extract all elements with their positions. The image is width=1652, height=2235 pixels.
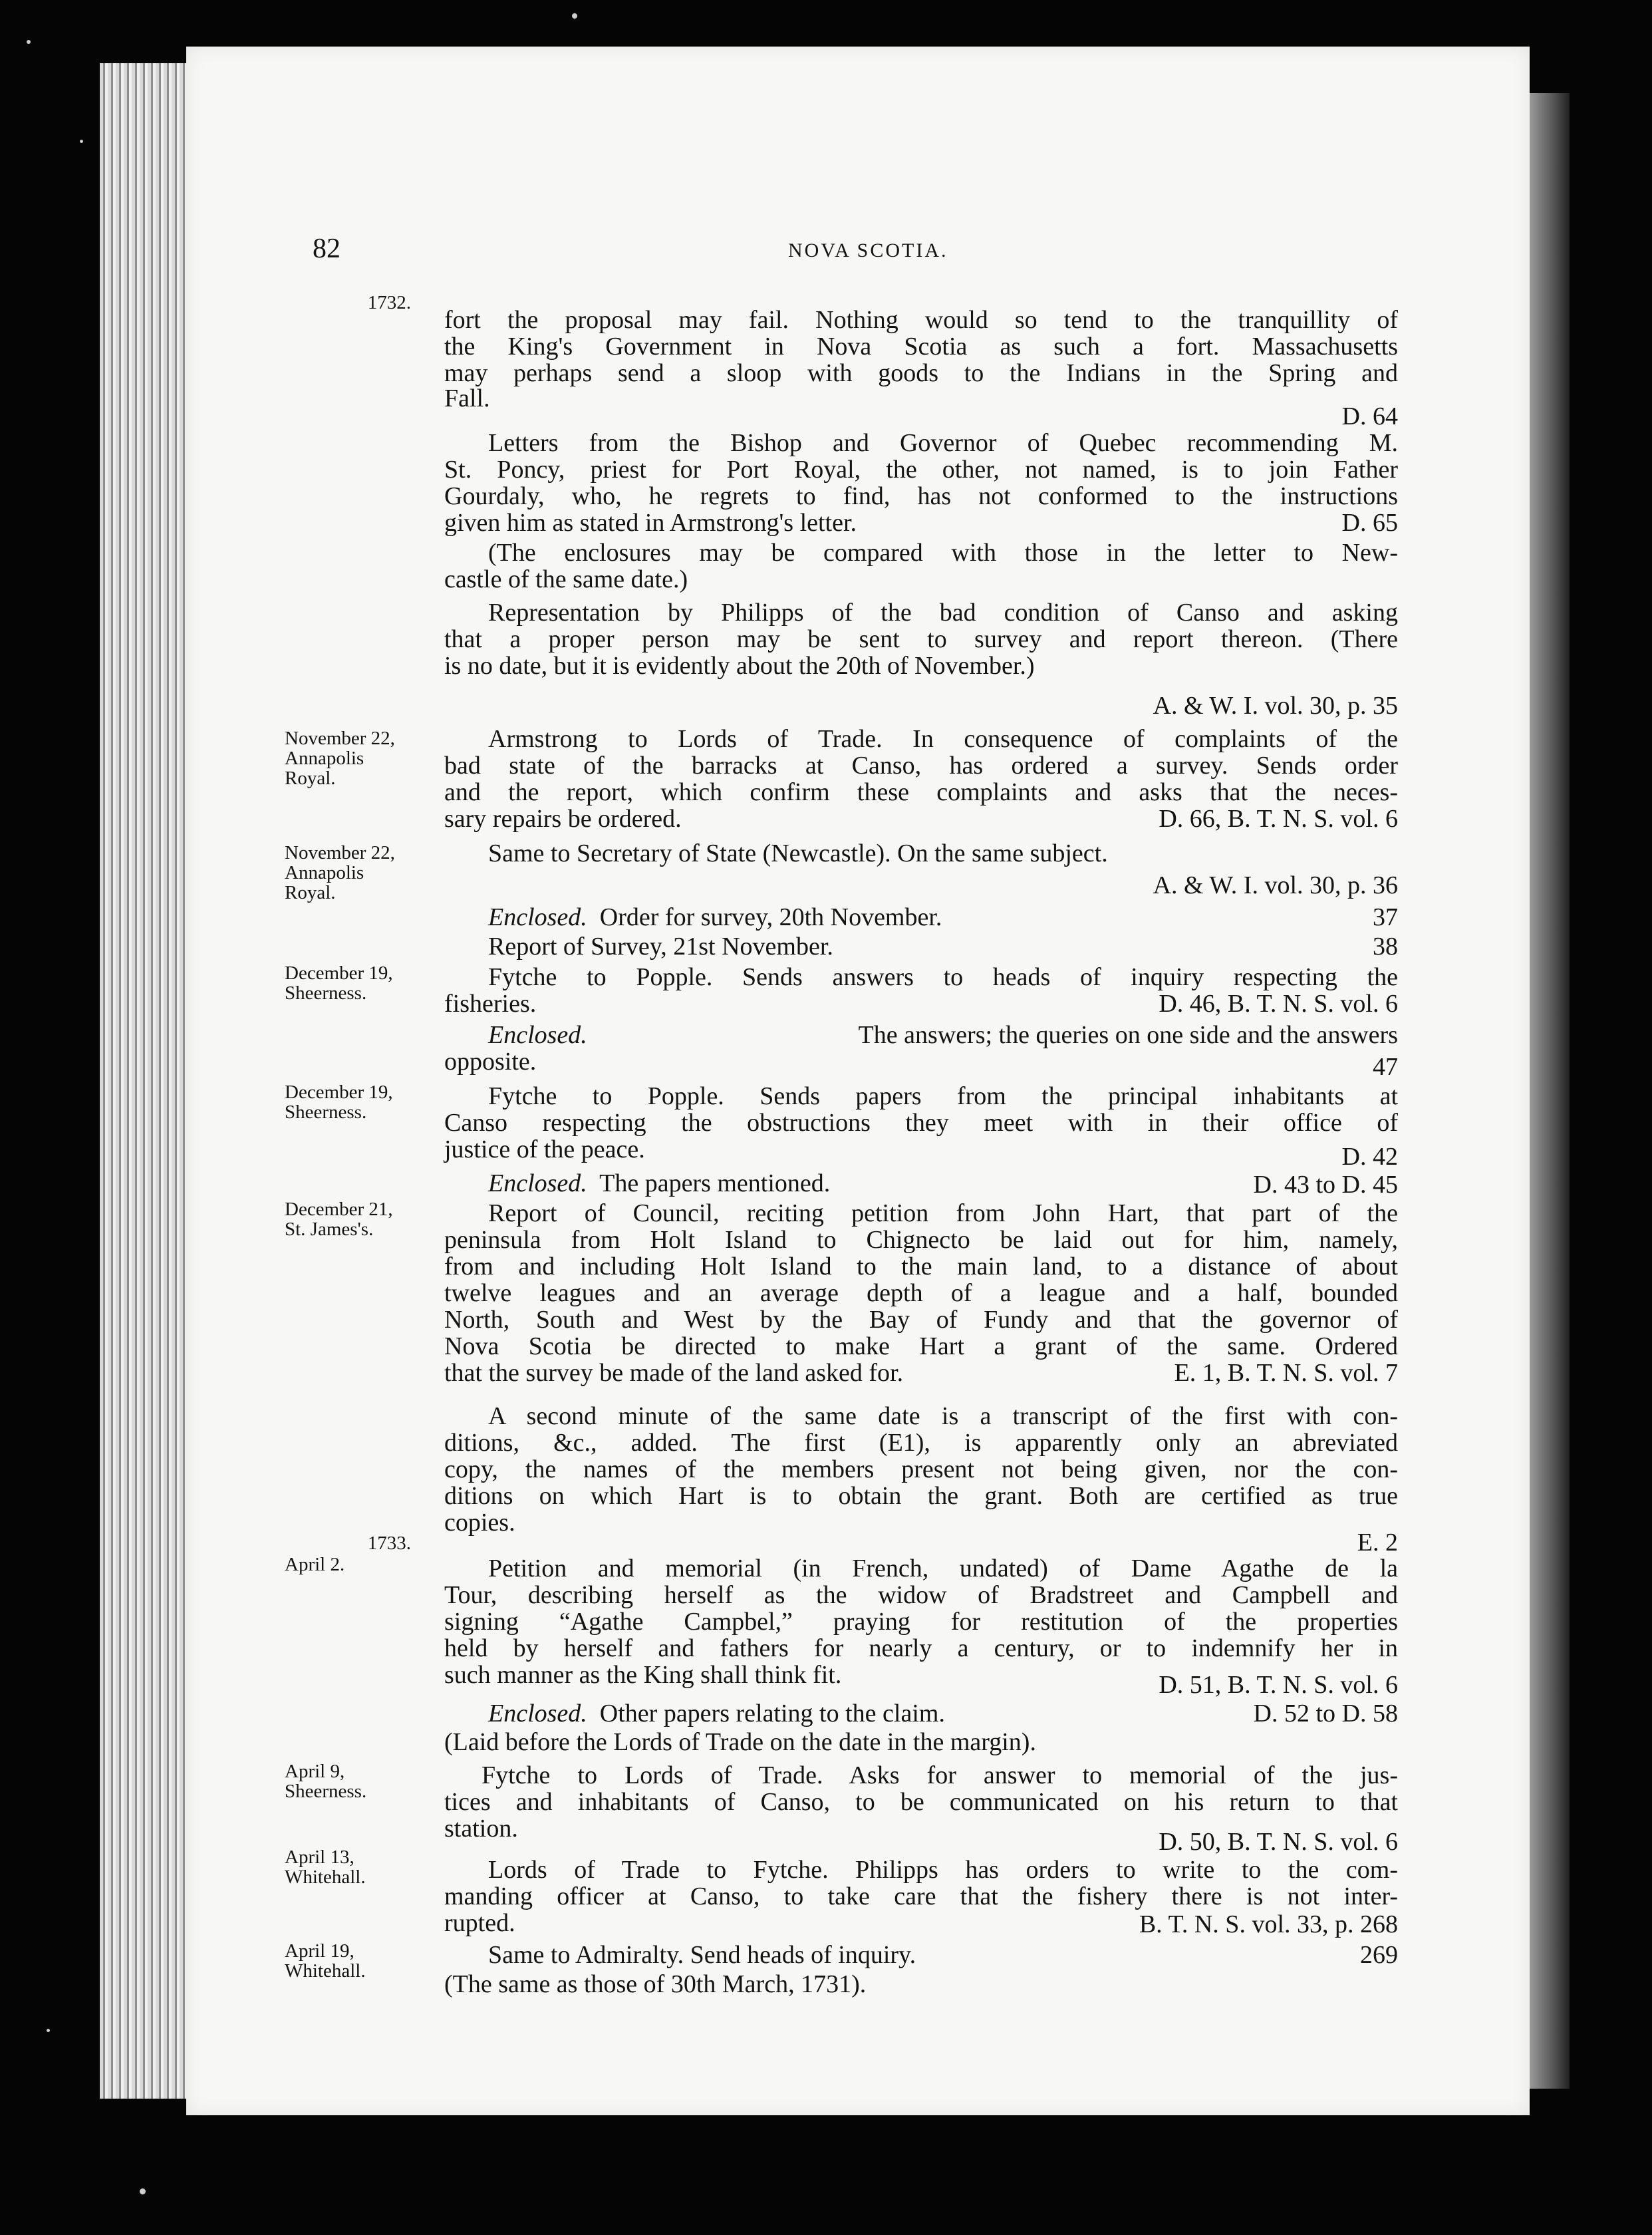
enclosed-label: Enclosed. bbox=[488, 903, 587, 931]
text-line: held by herself and fathers for nearly a century, or to indemnify her in bbox=[444, 1634, 1398, 1662]
reference: D. 46, B. T. N. S. vol. 6 bbox=[1159, 990, 1398, 1018]
text-line: copies. bbox=[444, 1509, 515, 1537]
reference: D. 64 bbox=[1341, 402, 1398, 430]
text-line: Enclosed. Order for survey, 20th November. bbox=[488, 903, 942, 931]
text-line: and the report, which confirm these complaints and asks that the neces- bbox=[444, 778, 1398, 806]
margin-date: April 9, Sheerness. bbox=[285, 1761, 367, 1802]
margin-date: December 21, St. James's. bbox=[285, 1199, 393, 1240]
text-line: fort the proposal may fail. Nothing would so tend to the tranquillity of bbox=[444, 306, 1398, 334]
text-line: Fytche to Lords of Trade. Asks for answer to memorial of the jus- bbox=[482, 1761, 1398, 1789]
text-line: Enclosed. The answers; the queries on one side and the answers bbox=[488, 1021, 1398, 1049]
text-line: from and including Holt Island to the main land, to a distance of about bbox=[444, 1253, 1398, 1280]
text-line: Canso respecting the obstructions they meet with in their office of bbox=[444, 1109, 1398, 1137]
margin-date: April 2. bbox=[285, 1554, 345, 1575]
scan-speck bbox=[80, 140, 83, 143]
scan-speck bbox=[47, 2029, 50, 2032]
running-header bbox=[313, 233, 1410, 273]
reference: 37 bbox=[1373, 903, 1398, 931]
reference: D. 65 bbox=[1341, 509, 1398, 537]
reference: A. & W. I. vol. 30, p. 36 bbox=[1153, 871, 1398, 899]
text-line: Nova Scotia be directed to make Hart a grant of the same. Ordered bbox=[444, 1332, 1398, 1360]
text-line: castle of the same date.) bbox=[444, 565, 688, 593]
margin-date: April 13, Whitehall. bbox=[285, 1847, 366, 1888]
text-line: copy, the names of the members present not being given, nor the con- bbox=[444, 1455, 1398, 1483]
text-line: Letters from the Bishop and Governor of Quebec recommending M. bbox=[488, 429, 1398, 457]
text-line: peninsula from Holt Island to Chignecto be laid out for him, namely, bbox=[444, 1226, 1398, 1254]
running-title: NOVA SCOTIA. bbox=[788, 239, 948, 261]
text-line: Same to Secretary of State (Newcastle). On the same subject. bbox=[488, 839, 1108, 867]
text-line: Armstrong to Lords of Trade. In consequence of complaints of the bbox=[488, 725, 1398, 753]
text-line: ditions on which Hart is to obtain the grant. Both are certified as true bbox=[444, 1482, 1398, 1510]
reference: D. 43 to D. 45 bbox=[1253, 1171, 1398, 1199]
scan-speck bbox=[140, 2188, 146, 2194]
text-line: (Laid before the Lords of Trade on the date in the margin). bbox=[444, 1728, 1036, 1756]
margin-date: November 22, Annapolis Royal. bbox=[285, 842, 395, 903]
margin-date: December 19, Sheerness. bbox=[285, 963, 393, 1004]
text-line: the King's Government in Nova Scotia as such a fort. Massachusetts bbox=[444, 333, 1398, 361]
text-line: Lords of Trade to Fytche. Philipps has orders to write to the com- bbox=[488, 1856, 1398, 1884]
text-line: ditions, &c., added. The first (E1), is apparently only an abreviated bbox=[444, 1429, 1398, 1457]
text-line: bad state of the barracks at Canso, has ordered a survey. Sends order bbox=[444, 752, 1398, 780]
scan-speck bbox=[27, 40, 31, 44]
reference: E. 2 bbox=[1357, 1529, 1398, 1557]
reference: D. 42 bbox=[1341, 1143, 1398, 1171]
page-number: 82 bbox=[313, 233, 341, 264]
text-line: Tour, describing herself as the widow of Bradstreet and Campbell and bbox=[444, 1581, 1398, 1609]
text-line: Fytche to Popple. Sends answers to heads of inquiry respecting the bbox=[488, 963, 1398, 991]
reference: D. 52 to D. 58 bbox=[1253, 1700, 1398, 1727]
reference: B. T. N. S. vol. 33, p. 268 bbox=[1139, 1910, 1398, 1938]
text-line: opposite. bbox=[444, 1048, 537, 1076]
reference: 47 bbox=[1373, 1053, 1398, 1081]
scan-speck bbox=[572, 13, 577, 19]
text-line: Representation by Philipps of the bad condition of Canso and asking bbox=[488, 599, 1398, 627]
text-line: A second minute of the same date is a transcript of the first with con- bbox=[488, 1402, 1398, 1430]
text-line: tices and inhabitants of Canso, to be communicated on his return to that bbox=[444, 1788, 1398, 1816]
reference: 38 bbox=[1373, 933, 1398, 961]
book-page-edges bbox=[100, 63, 193, 2099]
text-line: twelve leagues and an average depth of a league and a half, bounded bbox=[444, 1279, 1398, 1307]
text-line: that the survey be made of the land asked for. bbox=[444, 1359, 904, 1387]
text-line: Fytche to Popple. Sends papers from the principal inhabitants at bbox=[488, 1082, 1398, 1110]
text-line: Petition and memorial (in French, undated) of Dame Agathe de la bbox=[488, 1555, 1398, 1582]
text-line: Report of Council, reciting petition from John Hart, that part of the bbox=[488, 1199, 1398, 1227]
reference: A. & W. I. vol. 30, p. 35 bbox=[1153, 692, 1398, 720]
text-line: may perhaps send a sloop with goods to the Indians in the Spring and bbox=[444, 359, 1398, 387]
text-line: signing “Agathe Campbel,” praying for restitution of the properties bbox=[444, 1608, 1398, 1636]
reference: D. 50, B. T. N. S. vol. 6 bbox=[1159, 1828, 1398, 1856]
reference: 269 bbox=[1360, 1941, 1398, 1969]
text-line: given him as stated in Armstrong's letter. bbox=[444, 509, 857, 537]
text-line: that a proper person may be sent to survey and report thereon. (There bbox=[444, 625, 1398, 653]
text-line: North, South and West by the Bay of Fundy and that the governor of bbox=[444, 1306, 1398, 1334]
text-line: (The enclosures may be compared with those in the letter to New- bbox=[488, 539, 1398, 567]
text-line: Same to Admiralty. Send heads of inquiry. bbox=[488, 1941, 916, 1969]
text-line: manding officer at Canso, to take care that the fishery there is not inter- bbox=[444, 1882, 1398, 1910]
text-line: sary repairs be ordered. bbox=[444, 805, 682, 833]
text-line: St. Poncy, priest for Port Royal, the other, not named, is to join Father bbox=[444, 456, 1398, 484]
margin-year: 1733. bbox=[367, 1533, 411, 1554]
margin-date: November 22, Annapolis Royal. bbox=[285, 728, 395, 789]
margin-year: 1732. bbox=[367, 292, 411, 313]
text-line: station. bbox=[444, 1815, 518, 1843]
text-line: rupted. bbox=[444, 1909, 515, 1937]
margin-date: December 19, Sheerness. bbox=[285, 1082, 393, 1123]
reference: D. 66, B. T. N. S. vol. 6 bbox=[1159, 805, 1398, 833]
text-line: justice of the peace. bbox=[444, 1135, 645, 1163]
text-line: Enclosed. Other papers relating to the claim. bbox=[488, 1700, 945, 1727]
text-line: such manner as the King shall think fit. bbox=[444, 1661, 842, 1689]
text-line: Gourdaly, who, he regrets to find, has not conformed to the instructions bbox=[444, 482, 1398, 510]
text-line: is no date, but it is evidently about the 20th of November.) bbox=[444, 652, 1035, 680]
text-line: Fall. bbox=[444, 384, 490, 412]
book-gutter bbox=[1530, 93, 1570, 2089]
text-line: Enclosed. The papers mentioned. bbox=[488, 1169, 831, 1197]
text-line: Report of Survey, 21st November. bbox=[488, 933, 833, 961]
reference: E. 1, B. T. N. S. vol. 7 bbox=[1174, 1359, 1398, 1387]
text-line: fisheries. bbox=[444, 990, 537, 1018]
reference: D. 51, B. T. N. S. vol. 6 bbox=[1159, 1671, 1398, 1699]
text-line: (The same as those of 30th March, 1731). bbox=[444, 1970, 867, 1998]
margin-date: April 19, Whitehall. bbox=[285, 1940, 366, 1982]
